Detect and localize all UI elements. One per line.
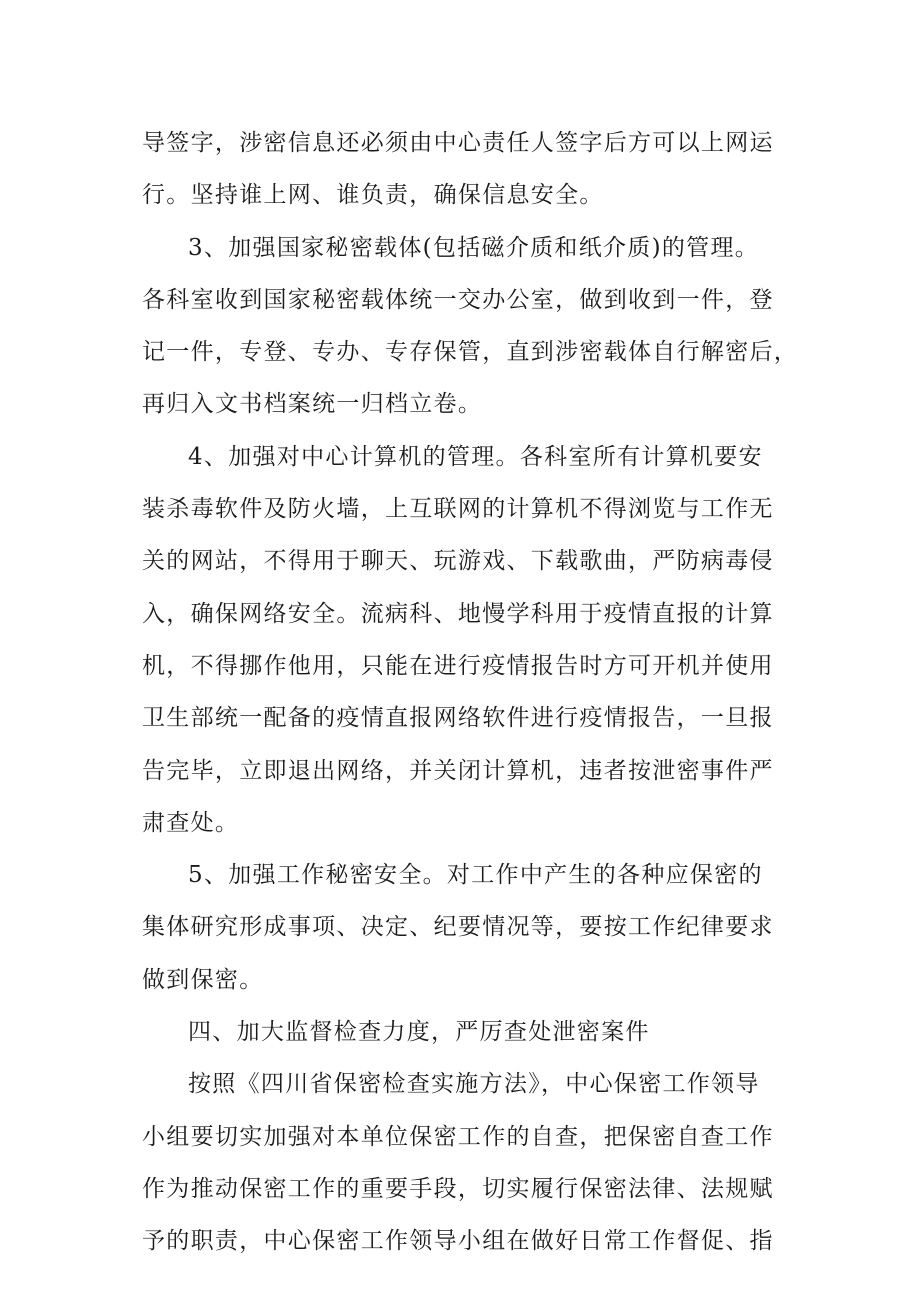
text-line: 集体研究形成事项、决定、纪要情况等，要按工作纪律要求 bbox=[142, 914, 774, 941]
paragraph-start-line: 4、加强对中心计算机的管理。各科室所有计算机要安 bbox=[188, 443, 763, 470]
text-line: 关的网站，不得用于聊天、玩游戏、下载歌曲，严防病毒侵 bbox=[142, 548, 774, 575]
text-line: 入，确保网络安全。流病科、地慢学科用于疫情直报的计算 bbox=[142, 600, 774, 627]
section-heading: 四、加大监督检查力度，严厉查处泄密案件 bbox=[188, 1019, 650, 1046]
text-line: 记一件，专登、专办、专存保管，直到涉密载体自行解密后， bbox=[142, 339, 799, 366]
text-line: 小组要切实加强对本单位保密工作的自查，把保密自查工作 bbox=[142, 1123, 774, 1150]
paragraph-start-line: 按照《四川省保密检查实施方法》，中心保密工作领导 bbox=[188, 1071, 760, 1098]
text-line: 作为推动保密工作的重要手段，切实履行保密法律、法规赋 bbox=[142, 1175, 774, 1202]
text-line: 各科室收到国家秘密载体统一交办公室，做到收到一件，登 bbox=[142, 286, 774, 313]
body-text bbox=[142, 117, 799, 1268]
text-line: 做到保密。 bbox=[142, 966, 264, 993]
text-line: 告完毕，立即退出网络，并关闭计算机，违者按泄密事件严 bbox=[142, 757, 774, 784]
paragraph-start-line: 5、加强工作秘密安全。对工作中产生的各种应保密的 bbox=[188, 862, 763, 889]
text-line: 行。坚持谁上网、谁负责，确保信息安全。 bbox=[142, 182, 604, 209]
text-line: 再归入文书档案统一归档立卷。 bbox=[142, 391, 483, 418]
text-line: 予的职责，中心保密工作领导小组在做好日常工作督促、指 bbox=[142, 1228, 774, 1255]
paragraph-start-line: 3、加强国家秘密载体(包括磁介质和纸介质)的管理。 bbox=[188, 234, 760, 261]
text-line: 卫生部统一配备的疫情直报网络软件进行疫情报告，一旦报 bbox=[142, 705, 774, 732]
text-line: 装杀毒软件及防火墙，上互联网的计算机不得浏览与工作无 bbox=[142, 496, 774, 523]
text-line: 肃查处。 bbox=[142, 809, 240, 836]
text-line: 导签字，涉密信息还必须由中心责任人签字后方可以上网运 bbox=[142, 130, 774, 156]
text-line: 机，不得挪作他用，只能在进行疫情报告时方可开机并使用 bbox=[142, 652, 774, 679]
